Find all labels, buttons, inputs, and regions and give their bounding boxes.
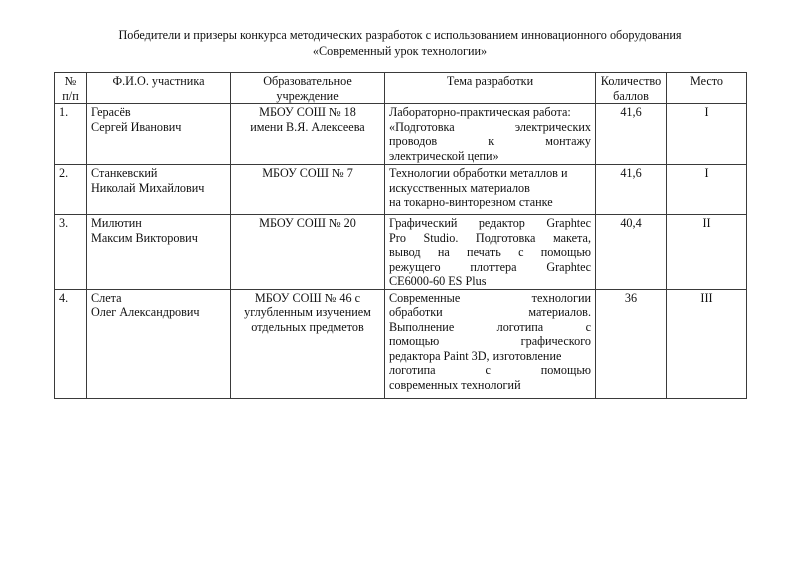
topic-line: помощью графического bbox=[389, 334, 591, 348]
given-names: Николай Михайлович bbox=[91, 180, 205, 195]
cell-name bbox=[87, 215, 231, 290]
cell-score: 41,6 bbox=[596, 165, 667, 215]
surname: Станкевский bbox=[91, 166, 158, 180]
topic-line: «Подготовка электрических bbox=[389, 119, 591, 134]
cell-score: 41,6 bbox=[596, 104, 667, 165]
cell-org bbox=[231, 104, 385, 165]
table-row bbox=[55, 104, 747, 165]
cell-score: 36 bbox=[596, 289, 667, 398]
given-names: Максим Викторович bbox=[91, 230, 198, 245]
cell-topic bbox=[385, 289, 596, 398]
cell-name bbox=[87, 104, 231, 165]
cell-num: 3. bbox=[55, 215, 87, 290]
cell-place: II bbox=[667, 215, 747, 290]
cell-topic bbox=[385, 104, 596, 165]
topic-line: Лабораторно-практическая работа: bbox=[389, 105, 571, 119]
surname: Милютин bbox=[91, 216, 142, 230]
topic-line: проводов к монтажу bbox=[389, 134, 591, 148]
cell-name bbox=[87, 289, 231, 398]
cell-org bbox=[231, 215, 385, 290]
cell-topic bbox=[385, 215, 596, 290]
topic-line: режущего плоттера Graphtec bbox=[389, 259, 591, 274]
header-num: № п/п bbox=[55, 73, 87, 104]
topic-line: Pro Studio. Подготовка макета, bbox=[389, 230, 591, 245]
topic-line: электрической цепи» bbox=[389, 148, 499, 163]
org-line: МБОУ СОШ № 46 с bbox=[254, 290, 361, 305]
header-org: Образовательное учреждение bbox=[231, 73, 385, 104]
topic-line: современных технологий bbox=[389, 377, 521, 392]
topic-line: Современные технологии bbox=[389, 290, 591, 305]
org-line: углубленным изучением bbox=[244, 305, 371, 319]
topic-line: Графический редактор Graphtec bbox=[389, 216, 591, 230]
table-row bbox=[55, 165, 747, 215]
cell-topic bbox=[385, 165, 596, 215]
table-row bbox=[55, 289, 747, 398]
cell-org bbox=[231, 165, 385, 215]
org-line: МБОУ СОШ № 18 bbox=[259, 105, 356, 119]
header-place: Место bbox=[667, 73, 747, 104]
topic-line: искусственных материалов bbox=[389, 180, 530, 195]
cell-place: III bbox=[667, 289, 747, 398]
winners-table bbox=[54, 72, 747, 399]
cell-num: 2. bbox=[55, 165, 87, 215]
topic-line: на токарно-винторезном станке bbox=[389, 195, 553, 209]
org-line: отдельных предметов bbox=[251, 319, 364, 334]
cell-score: 40,4 bbox=[596, 215, 667, 290]
cell-place: I bbox=[667, 165, 747, 215]
org-line: имени В.Я. Алексеева bbox=[250, 119, 365, 134]
header-score: Количество баллов bbox=[596, 73, 667, 104]
topic-line: логотипа с помощью bbox=[389, 363, 591, 377]
document-title bbox=[0, 27, 800, 59]
cell-name bbox=[87, 165, 231, 215]
table-row bbox=[55, 215, 747, 290]
topic-line: редактора Paint 3D, изготовление bbox=[389, 348, 562, 363]
topic-line: CE6000-60 ES Plus bbox=[389, 274, 487, 288]
topic-line: Выполнение логотипа с bbox=[389, 319, 591, 334]
org-line: МБОУ СОШ № 7 bbox=[262, 166, 353, 180]
title-line-2: «Современный урок технологии» bbox=[312, 44, 488, 58]
org-line: МБОУ СОШ № 20 bbox=[259, 216, 356, 230]
title-line-1: Победители и призеры конкурса методических разработок с использованием инновационного оборудования bbox=[118, 28, 682, 42]
cell-num: 1. bbox=[55, 104, 87, 165]
cell-num: 4. bbox=[55, 289, 87, 398]
surname: Слета bbox=[91, 290, 122, 305]
table-header-row bbox=[55, 73, 747, 104]
given-names: Олег Александрович bbox=[91, 305, 200, 319]
cell-place: I bbox=[667, 104, 747, 165]
given-names: Сергей Иванович bbox=[91, 119, 182, 134]
header-name: Ф.И.О. участника bbox=[87, 73, 231, 104]
topic-line: Технологии обработки металлов и bbox=[389, 166, 568, 180]
topic-line: вывод на печать с помощью bbox=[389, 245, 591, 259]
surname: Герасёв bbox=[91, 105, 131, 119]
cell-org bbox=[231, 289, 385, 398]
header-topic: Тема разработки bbox=[385, 73, 596, 104]
topic-line: обработки материалов. bbox=[389, 305, 591, 319]
